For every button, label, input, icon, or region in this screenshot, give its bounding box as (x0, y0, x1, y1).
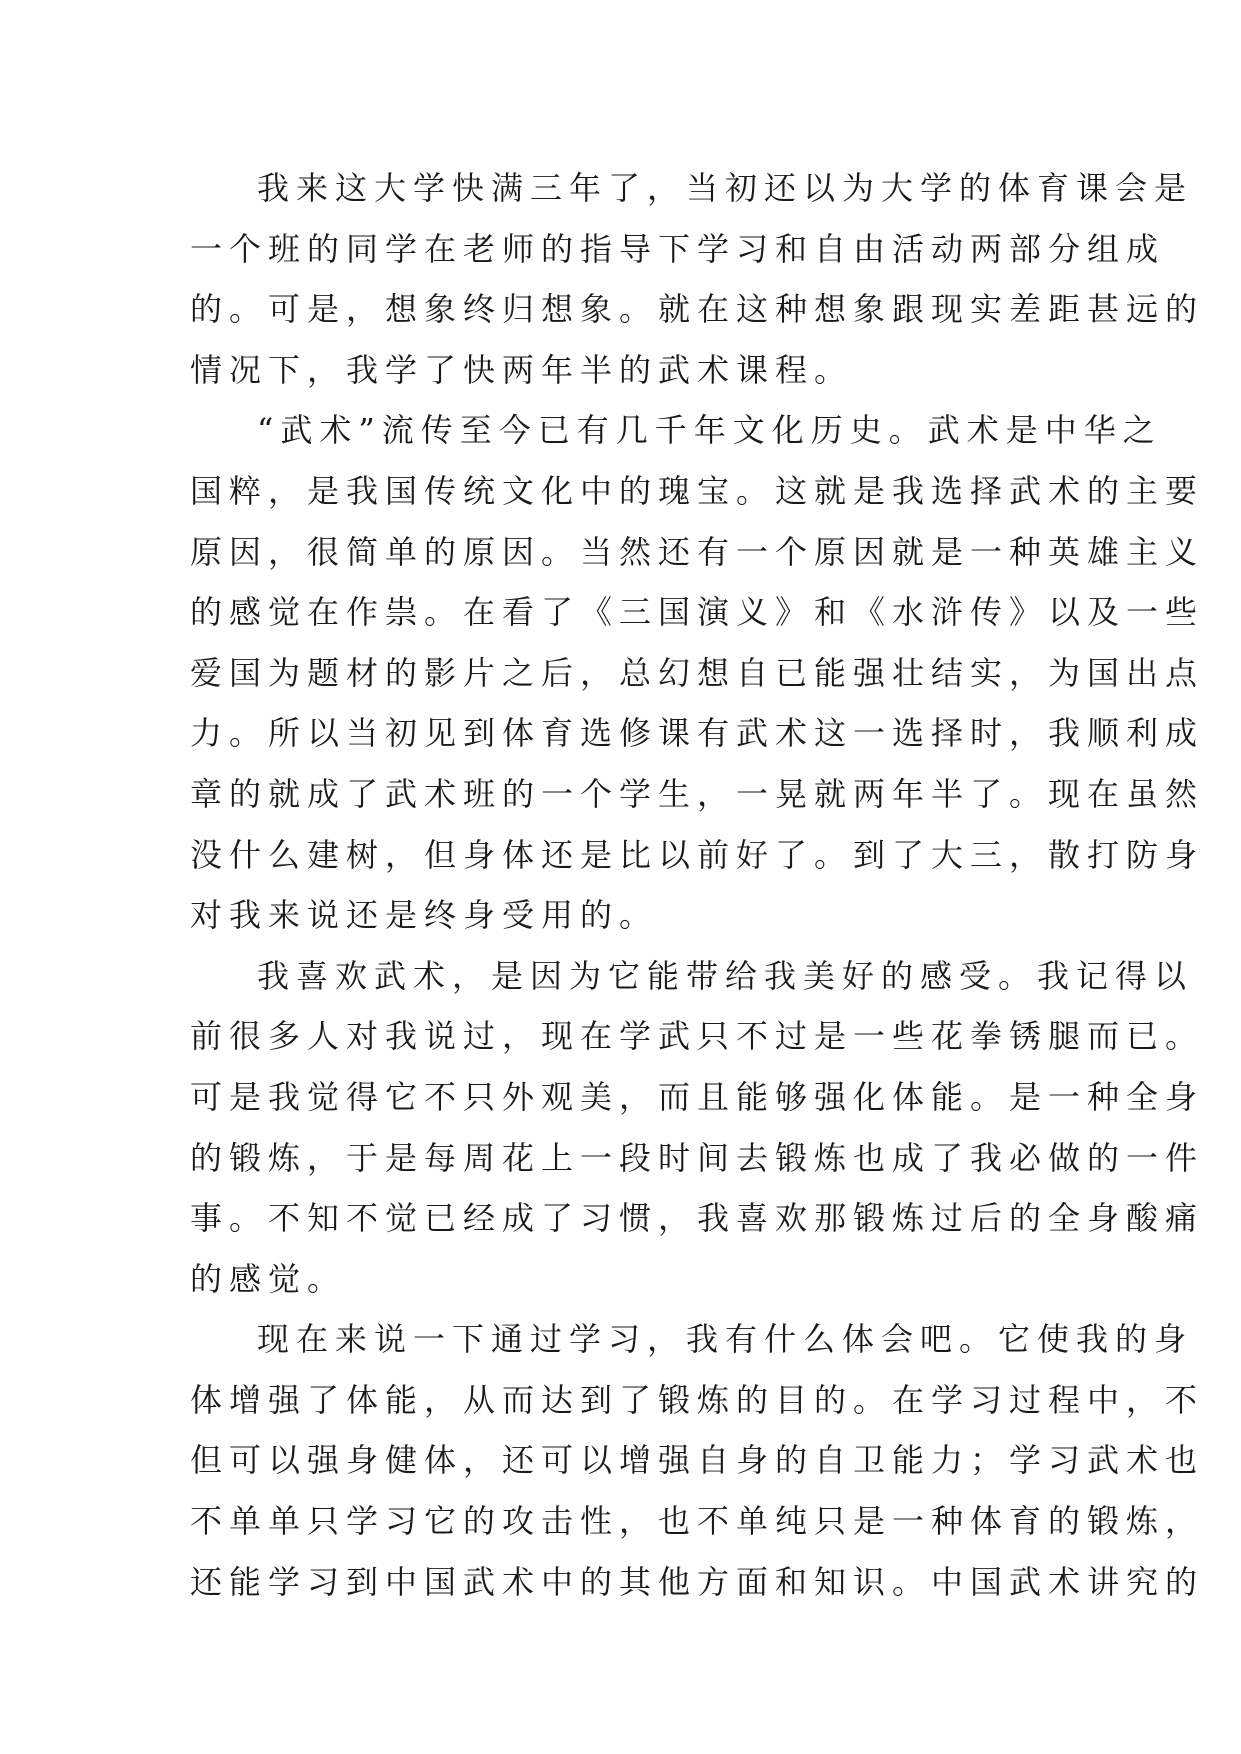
text-line: 国粹，是我国传统文化中的瑰宝。这就是我选择武术的主要 (190, 471, 1205, 510)
text-line: 力。所以当初见到体育选修课有武术这一选择时，我顺利成 (190, 714, 1205, 753)
text-line: 现在来说一下通过学习，我有什么体会吧。它使我的身 (257, 1320, 1194, 1359)
text-line: 我喜欢武术，是因为它能带给我美好的感受。我记得以 (257, 956, 1194, 995)
text-line: 的感觉在作祟。在看了《三国演义》和《水浒传》以及一些 (190, 593, 1205, 632)
paragraph-3 (190, 946, 1205, 1310)
paragraph-1 (190, 158, 1205, 400)
text-line: 原因，很简单的原因。当然还有一个原因就是一种英雄主义 (190, 532, 1205, 571)
paragraph-2 (190, 400, 1205, 945)
text-line: 但可以强身健体，还可以增强自身的自卫能力；学习武术也 (190, 1441, 1205, 1480)
text-line: “武术”流传至今已有几千年文化历史。武术是中华之 (257, 411, 1162, 450)
text-line: 的感觉。 (190, 1259, 347, 1298)
text-line: 还能学习到中国武术中的其他方面和知识。中国武术讲究的 (190, 1562, 1205, 1601)
text-line: 对我来说还是终身受用的。 (190, 896, 659, 935)
text-line: 可是我觉得它不只外观美，而且能够强化体能。是一种全身 (190, 1077, 1205, 1116)
paragraph-4 (190, 1309, 1205, 1612)
text-line: 不单单只学习它的攻击性，也不单纯只是一种体育的锻炼， (190, 1502, 1205, 1541)
text-line: 我来这大学快满三年了，当初还以为大学的体育课会是 (257, 169, 1194, 207)
text-line: 一个班的同学在老师的指导下学习和自由活动两部分组成 (190, 229, 1166, 268)
text-line: 没什么建树，但身体还是比以前好了。到了大三，散打防身 (190, 835, 1205, 874)
text-line: 情况下，我学了快两年半的武术课程。 (190, 350, 854, 389)
text-line: 的锻炼，于是每周花上一段时间去锻炼也成了我必做的一件 (190, 1138, 1205, 1177)
text-line: 爱国为题材的影片之后，总幻想自已能强壮结实，为国出点 (190, 653, 1205, 692)
text-line: 体增强了体能，从而达到了锻炼的目的。在学习过程中，不 (190, 1380, 1205, 1419)
text-line: 前很多人对我说过，现在学武只不过是一些花拳锈腿而已。 (190, 1017, 1205, 1056)
document-body (190, 158, 1205, 1612)
text-line: 章的就成了武术班的一个学生，一晃就两年半了。现在虽然 (190, 774, 1205, 813)
text-line: 事。不知不觉已经成了习惯，我喜欢那锻炼过后的全身酸痛 (190, 1199, 1205, 1238)
text-line: 的。可是，想象终归想象。就在这种想象跟现实差距甚远的 (190, 290, 1205, 329)
